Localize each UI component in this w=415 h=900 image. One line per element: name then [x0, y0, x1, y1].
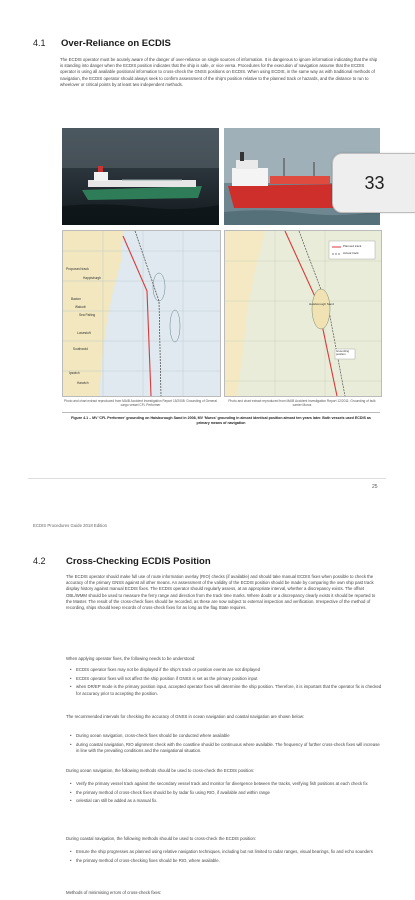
legend-label: Planned track: [343, 244, 362, 248]
paragraph: During ocean navigation, the following methods should be used to cross-check the ECDIS position:: [66, 768, 255, 773]
paragraph: Methods of minimising errors of cross-check fixes:: [66, 890, 162, 895]
intro-paragraph: The ECDIS operator must be acutely aware of the danger of over-reliance on single sources of information. It is dangerous to ignore information indicating that the ship is standing into danger when the ECDIS position indicates that the ship is safe, or vice versa. Procedures for the execution of navigation assume that the ECDIS operator is using all available positional information to cross-check the GNSS positions on ECDIS. When using ECDIS, in the same way as with traditional methods of navigation, the ECDIS operator should always seek to confirm assessment of the ship's position relative to the planned track or hazards, and the distance to run to wheelover or critical points by at least two independent methods.: [60, 57, 378, 87]
list-item: • the primary method of cross-check fixes should be by radar fix using RIO, if available and within range: [76, 790, 382, 796]
map-label: Happisburgh: [83, 276, 102, 280]
list-item: • the primary method of cross-checking fixes should be RIO, where available.: [76, 858, 382, 864]
bullet-list: [76, 733, 382, 757]
list-item: • During ocean navigation, cross-check fixes should be conducted where available: [76, 733, 382, 739]
document-page-2: [0, 505, 415, 900]
map-label: Lowestoft: [77, 331, 91, 335]
map-label: Ipswich: [69, 371, 80, 375]
map-left-caption: Photo and chart extract reproduced from MAIB Accident Investigation Report 15/2008: Grounding of General cargo vessel CFL Performer: [64, 399, 217, 407]
page-divider: [28, 478, 386, 479]
section-title: Over-Reliance on ECDIS: [61, 38, 171, 49]
list-item: • during coastal navigation, RIO alignment check with the coastline should be continuous where available. The frequency of further cross-check fixes will increase in line with the prevailing conditions and the navigational situation.: [76, 742, 382, 754]
map-label: Harwich: [77, 381, 89, 385]
map-label: Walcott: [75, 305, 86, 309]
section-title: Cross-Checking ECDIS Position: [66, 556, 211, 567]
figure-caption: Figure 4.1 – MV 'CFL Performer' grounding on Haisborough Sand in 2008, MV 'Muros' grounding in almost identical position almost ten years later. Both vessels used ECDIS as primary means of navigation: [71, 416, 371, 425]
chart-extract-cfl-performer: [62, 230, 221, 397]
section-number: 4.1: [33, 38, 46, 48]
bullet-list: [76, 667, 382, 699]
legend-label: Actual track: [343, 251, 359, 255]
page-indicator-badge[interactable]: 33: [332, 153, 415, 213]
map-label: Southwold: [73, 347, 88, 351]
map-label: Proposed track: [66, 267, 89, 271]
list-item: • celestial can still be added as a manual fix.: [76, 798, 382, 804]
list-item: • Verify the primary vessel track against the secondary vessel track and monitor for divergence between the tracks, verifying fish positions at each check fix: [76, 781, 382, 787]
section-number: 4.2: [33, 556, 46, 566]
bullet-list: [76, 849, 382, 866]
caption-divider: [62, 412, 380, 413]
paragraph: When applying operator fixes, the following needs to be understood:: [66, 656, 196, 661]
ship-photo-cfl-performer: [62, 128, 219, 225]
map-label: Grounding position: [336, 349, 350, 357]
map-label: Sea Palling: [79, 313, 96, 317]
chart-extract-muros: [224, 230, 382, 397]
map-right-caption: Photo and chart extract reproduced from MAIB Accident Investigation Report 12/2011: Grounding of bulk carrier Muros: [228, 399, 376, 407]
page-number: 25: [372, 484, 378, 490]
bullet-list: [76, 781, 382, 807]
list-item: • ECDIS operator fixes will not affect the ship position if GNSS is set as the primary position input: [76, 676, 382, 682]
list-item: • ECDIS operator fixes may not be displayed if the ship's track or position events are not displayed: [76, 667, 382, 673]
paragraph: The recommended intervals for checking the accuracy of GNSS in ocean navigation and coastal navigation are shown below:: [66, 714, 305, 719]
list-item: • Ensure the ship progresses as planned using relative navigation techniques, including but not limited to radar ranges, visual bearings, fix and echo sounders: [76, 849, 382, 855]
running-header: ECDIS Procedures Guide 2018 Edition: [33, 523, 108, 528]
list-item: • when DR/EP mode is the primary position input, accepted operator fixes will determine the ship position. Therefore, it is important that the operator fix is checked for accuracy prior to accepting the position.: [76, 684, 382, 696]
paragraph: The ECDIS operator should make full use of route information overlay (RIO) checks (if available) and should take manual ECDIS fixes when possible to check the accuracy of the primary GNSS against all other means. An assessment of the validity of the ECDIS position should be made by comparing the own ship past track display history against manual ECDIS fixes. The ECDIS operator should regularly assess, at an appropriate interval, whether a discrepancy exists. The offset OBL/WMM should be used to measure the ferry range and direction from the track time marks. Where doubt or a discrepancy clearly exists it should be reported to the Master. The result of the cross-check fixes should be recorded, as these are now subject to external inspection and verification. Irrespective of the method of recording, ships should keep records of cross-check fixes for as long as the flag State requires.: [66, 574, 376, 611]
map-label: Haisborough Sand: [309, 302, 334, 306]
map-label: Bacton: [71, 297, 81, 301]
paragraph: During coastal navigation, the following methods should be used to cross-check the ECDIS position:: [66, 836, 257, 841]
